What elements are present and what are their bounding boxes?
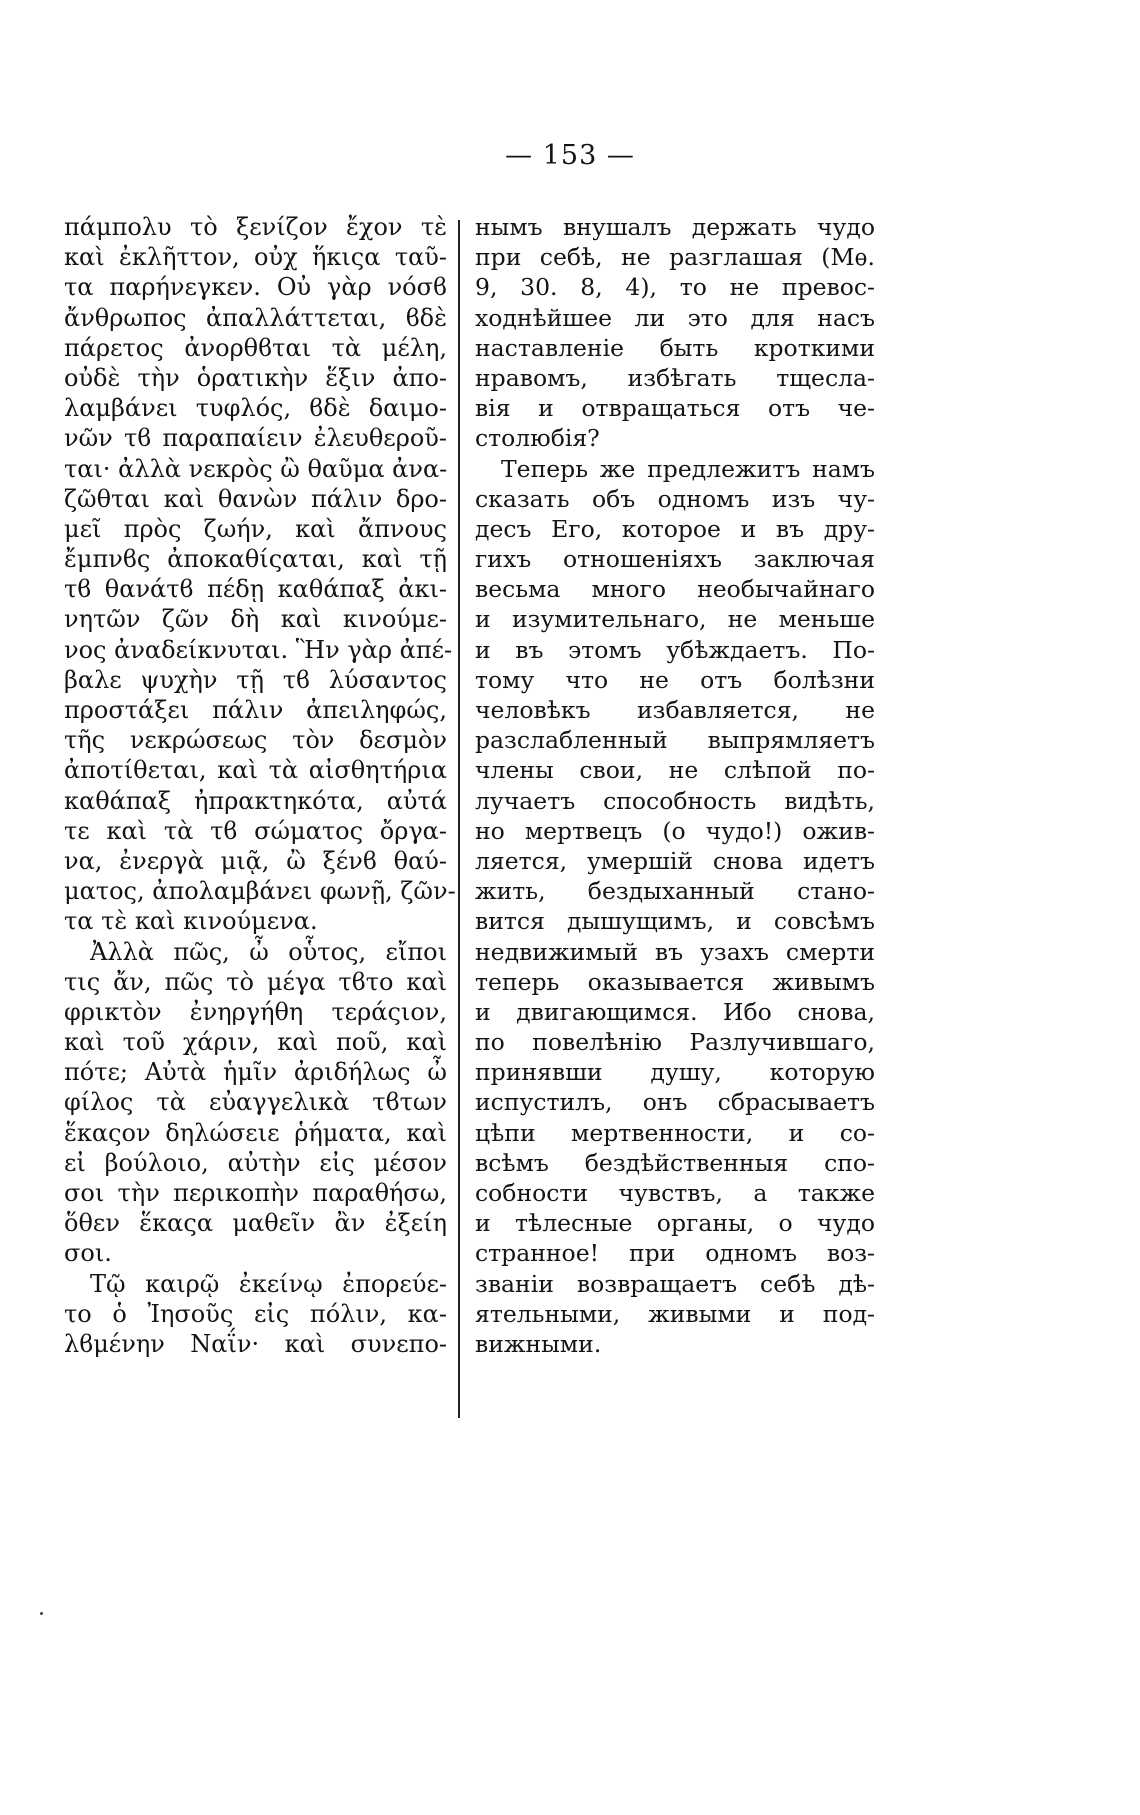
text-line: τα τὲ καὶ κινούμενα. bbox=[64, 907, 318, 936]
text-line: весьма много необычайнаго bbox=[475, 575, 875, 604]
text-line: вижными. bbox=[475, 1329, 602, 1358]
text-line: να, ἐνεργὰ μιᾷ, ὢ ξένϐ θαύ- bbox=[64, 846, 447, 875]
greek-text-column bbox=[64, 212, 456, 1359]
text-line: τα παρήνεγκεν. Οὐ γὰρ νόσϐ bbox=[64, 273, 447, 302]
text-line: πάρετος ἀνορθϐται τὰ μέλη, bbox=[64, 333, 447, 362]
text-line: и въ этомъ убѣждаетъ. По- bbox=[475, 635, 875, 664]
russian-text-column bbox=[475, 212, 875, 1359]
text-line: λϐμένην Ναΐν· καὶ συνεπο- bbox=[64, 1329, 447, 1358]
text-line: вія и отвращаться отъ че- bbox=[475, 394, 875, 423]
text-line: φρικτὸν ἐνηργήθη τεράςιον, bbox=[64, 997, 447, 1026]
text-line: наставленіе быть кроткими bbox=[475, 333, 875, 362]
text-line: βαλε ψυχὴν τῇ τϐ λύσαντος bbox=[64, 665, 447, 694]
text-line: недвижимый въ узахъ смерти bbox=[475, 937, 875, 966]
text-line: σοι. bbox=[64, 1239, 112, 1268]
text-line: ματος, ἀπολαμβάνει φωνῇ, ζῶν- bbox=[64, 877, 456, 906]
margin-speck bbox=[40, 1612, 43, 1615]
text-line: προστάξει πάλιν ἀπειληφώς, bbox=[64, 696, 447, 724]
text-line: ἔμπνϐς ἀποκαθίςαται, καὶ τῇ bbox=[64, 545, 447, 574]
text-line: Теперь же предлежитъ намъ bbox=[501, 454, 875, 483]
text-line: μεῖ πρὸς ζωήν, καὶ ἄπνους bbox=[64, 514, 447, 543]
text-line: сказать объ одномъ изъ чу- bbox=[475, 484, 875, 513]
text-line: гихъ отношеніяхъ заключая bbox=[475, 545, 875, 574]
text-line: σοι τὴν περικοπὴν παραθήσω, bbox=[64, 1179, 447, 1207]
text-line: καὶ ἐκλῆττον, οὐχ ἥκιςα ταῦ- bbox=[64, 243, 447, 272]
text-line: ходнѣйшее ли это для насъ bbox=[475, 303, 875, 332]
text-line: λαμβάνει τυφλός, ϐδὲ δαιμο- bbox=[64, 394, 447, 423]
text-line: οὐδὲ τὴν ὁρατικὴν ἕξιν ἀπο- bbox=[64, 363, 447, 392]
text-line: πάμπολυ τὸ ξενίζον ἔχον τὲ bbox=[64, 213, 447, 241]
text-line: десъ Его, которое и въ дру- bbox=[475, 514, 875, 543]
text-line: но мертвецъ (о чудо!) ожив- bbox=[475, 816, 875, 845]
text-line: нравомъ, избѣгать тщесла- bbox=[475, 363, 875, 392]
text-line: καθάπαξ ἠπρακτηκότα, αὐτά bbox=[64, 786, 447, 815]
text-line: ятельными, живыми и под- bbox=[475, 1299, 875, 1328]
text-line: ляется, умершій снова идетъ bbox=[475, 846, 875, 875]
text-line: странное! при одномъ воз- bbox=[475, 1239, 875, 1268]
text-line: ζῶθται καὶ θανὼν πάλιν δρο- bbox=[64, 484, 447, 513]
text-line: принявши душу, которую bbox=[475, 1058, 875, 1087]
text-line: πότε; Αὐτὰ ἡμῖν ἀριδήλως ὦ bbox=[64, 1058, 447, 1087]
text-line: ται· ἀλλὰ νεκρὸς ὢ θαῦμα ἀνα- bbox=[64, 454, 448, 483]
text-line: τε καὶ τὰ τϐ σώματος ὄργα- bbox=[64, 816, 447, 845]
text-line: εἰ βούλοιο, αὐτὴν εἰς μέσον bbox=[64, 1148, 447, 1177]
text-line: человѣкъ избавляется, не bbox=[475, 696, 875, 724]
text-line: при себѣ, не разглашая (Мѳ. bbox=[475, 243, 875, 272]
text-line: испустилъ, онъ сбрасываетъ bbox=[475, 1088, 875, 1117]
text-line: званіи возвращаетъ себѣ дѣ- bbox=[475, 1269, 875, 1298]
text-line: ἀποτίθεται, καὶ τὰ αἰσθητήρια bbox=[64, 756, 447, 785]
page-number: — 153 — bbox=[505, 140, 635, 171]
text-line: νῶν τϐ παραπαίειν ἐλευθεροῦ- bbox=[64, 424, 447, 453]
text-line: теперь оказывается живымъ bbox=[475, 967, 875, 996]
text-line: ἄνθρωπος ἀπαλλάττεται, ϐδὲ bbox=[64, 303, 447, 332]
text-line: цѣпи мертвенности, и со- bbox=[475, 1118, 875, 1147]
text-line: вится дышущимъ, и совсѣмъ bbox=[475, 907, 875, 936]
text-line: и двигающимся. Ибо снова, bbox=[475, 997, 875, 1026]
text-line: τις ἄν, πῶς τὸ μέγα τϐτο καὶ bbox=[64, 967, 447, 996]
text-line: τῆς νεκρώσεως τὸν δεσμὸν bbox=[64, 726, 447, 755]
text-line: ὅθεν ἕκαςα μαθεῖν ἂν ἐξείη bbox=[64, 1209, 447, 1238]
text-line: столюбія? bbox=[475, 424, 600, 453]
text-line: тому что не отъ болѣзни bbox=[475, 665, 875, 694]
text-line: нымъ внушалъ держать чудо bbox=[475, 213, 875, 241]
text-line: по повелѣнію Разлучившаго, bbox=[475, 1028, 875, 1057]
text-line: жить, бездыханный стано- bbox=[475, 877, 875, 906]
text-line: и тѣлесные органы, о чудо bbox=[475, 1209, 875, 1238]
text-line: νητῶν ζῶν δὴ καὶ κινούμε- bbox=[64, 605, 447, 634]
text-line: τϐ θανάτϐ πέδῃ καθάπαξ ἀκι- bbox=[64, 575, 447, 604]
text-line: разслабленный выпрямляетъ bbox=[475, 726, 875, 755]
text-line: лучаетъ способность видѣть, bbox=[475, 786, 875, 815]
text-line: 9, 30. 8, 4), то не превос- bbox=[475, 273, 875, 302]
text-line: καὶ τοῦ χάριν, καὶ ποῦ, καὶ bbox=[64, 1028, 447, 1057]
text-line: νος ἀναδείκνυται. Ἣν γὰρ ἀπέ- bbox=[64, 635, 453, 664]
text-line: члены свои, не слѣпой по- bbox=[475, 756, 875, 785]
text-line: и изумительнаго, не меньше bbox=[475, 605, 875, 634]
text-line: всѣмъ бездѣйственныя спо- bbox=[475, 1148, 875, 1177]
text-line: Ἀλλὰ πῶς, ὦ οὗτος, εἴποι bbox=[90, 937, 447, 966]
text-line: φίλος τὰ εὐαγγελικὰ τϐτων bbox=[64, 1088, 447, 1117]
text-line: собности чувствъ, а также bbox=[475, 1179, 875, 1207]
text-line: ἕκαςον δηλώσειε ῥήματα, καὶ bbox=[64, 1118, 447, 1147]
text-line: Τῷ καιρῷ ἐκείνῳ ἐπορεύε- bbox=[90, 1269, 447, 1298]
column-divider bbox=[458, 220, 460, 1418]
text-line: το ὁ Ἰησοῦς εἰς πόλιν, κα- bbox=[64, 1299, 447, 1328]
